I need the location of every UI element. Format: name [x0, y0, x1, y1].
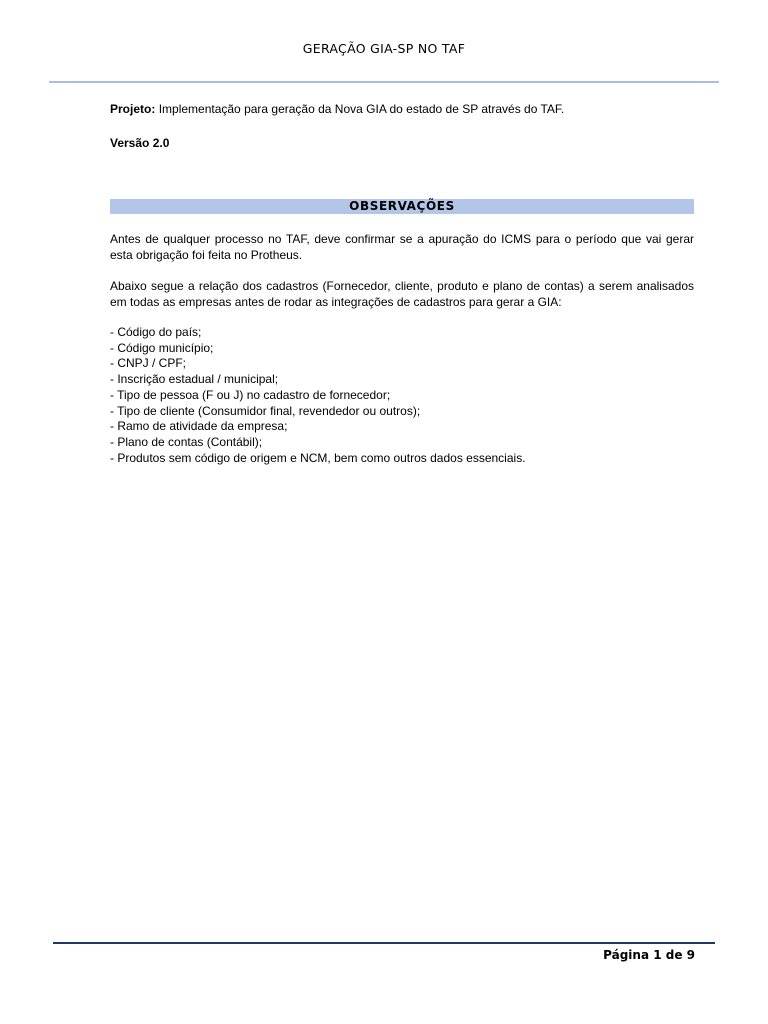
list-item: - Ramo de atividade da empresa; — [110, 419, 288, 434]
paragraph-cadastros: Abaixo segue a relação dos cadastros (Fornecedor, cliente, produto e plano de contas) a serem analisados em todas as empresas antes de rodar as integrações de cadastros para gerar a GIA: — [110, 279, 694, 309]
list-item: - CNPJ / CPF; — [110, 356, 187, 371]
observations-body — [110, 231, 694, 466]
projeto-label: Projeto: — [110, 102, 156, 116]
list-item: - Código do país; — [110, 325, 202, 339]
cadastro-checklist — [110, 325, 694, 466]
list-item: - Plano de contas (Contábil); — [110, 434, 263, 449]
list-item: - Tipo de pessoa (F ou J) no cadastro de fornecedor; — [110, 387, 391, 402]
list-item: - Inscrição estadual / municipal; — [110, 372, 279, 387]
footer-divider — [53, 942, 715, 944]
projeto-line — [110, 101, 694, 117]
projeto-text: Implementação para geração da Nova GIA do estado de SP através do TAF. — [158, 102, 565, 116]
versao-line: Versão 2.0 — [110, 136, 170, 150]
page-number: Página 1 de 9 — [603, 948, 695, 962]
list-item: - Tipo de cliente (Consumidor final, revendedor ou outros); — [110, 403, 421, 418]
list-item: - Código município; — [110, 340, 214, 355]
paragraph-apuracao: Antes de qualquer processo no TAF, deve confirmar se a apuração do ICMS para o período que vai gerar esta obrigação foi feita no Protheus. — [110, 232, 694, 262]
page-header-title: GERAÇÃO GIA-SP NO TAF — [302, 41, 466, 56]
section-title-observacoes: OBSERVAÇÕES — [110, 199, 694, 214]
header-divider — [49, 81, 719, 83]
intro-block — [110, 101, 694, 151]
list-item: - Produtos sem código de origem e NCM, bem como outros dados essenciais. — [110, 450, 526, 465]
